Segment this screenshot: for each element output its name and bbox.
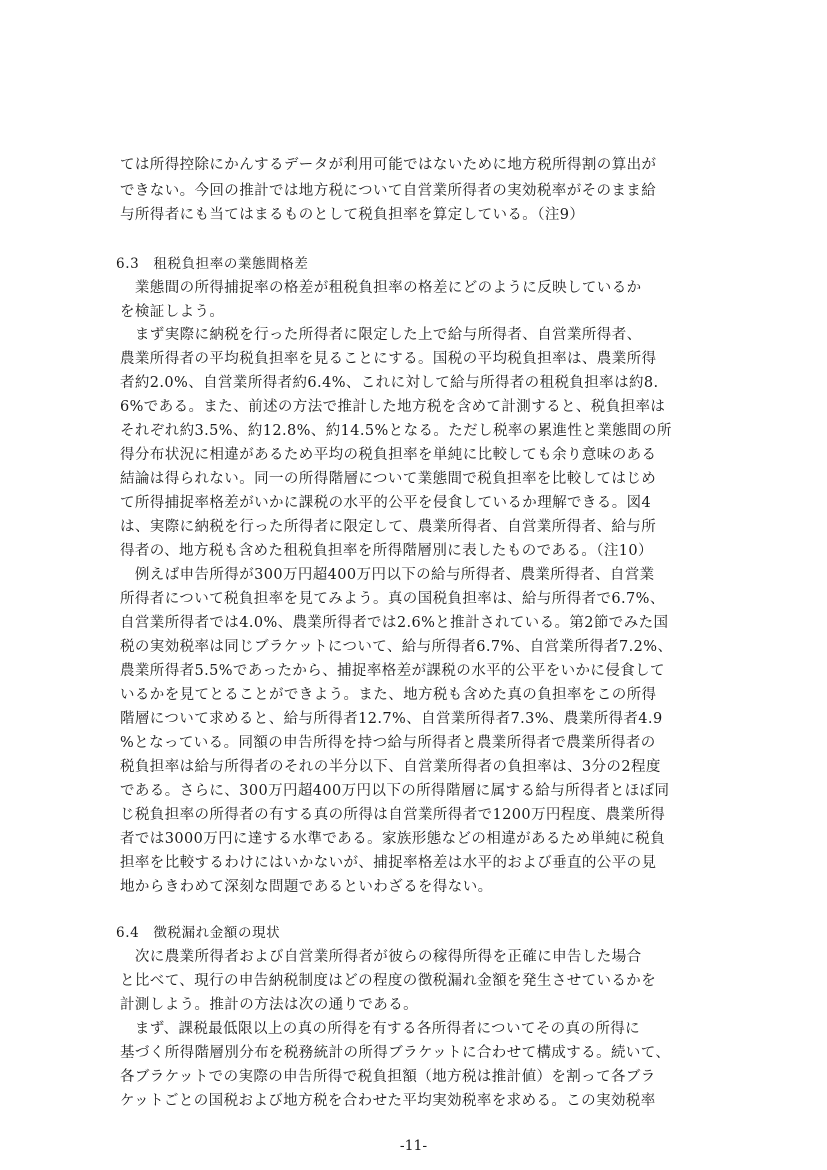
- text-line: て所得捕捉率格差がいかに課税の水平的公平を侵食しているか理解できる。図4: [120, 495, 652, 511]
- text-line: ケットごとの国税および地方税を合わせた平均実効税率を求める。この実効税率: [120, 1093, 656, 1109]
- text-line: %となっている。同額の申告所得を持つ給与所得者と農業所得者で農業所得者の: [120, 735, 656, 751]
- text-line: じ税負担率の所得者の有する真の所得は自営業所得者で1200万円程度、農業所得: [120, 807, 666, 823]
- text-line: と比べて、現行の申告納税制度はどの程度の徴税漏れ金額を発生させているかを: [120, 973, 657, 989]
- text-line: 地からきわめて深刻な問題であるといわざるを得ない。: [120, 879, 493, 895]
- text-line: 得者の、地方税も含めた租税負担率を所得階層別に表したものである。（注10）: [120, 543, 653, 559]
- text-line: 農業所得者の平均税負担率を見ることにする。国税の平均税負担率は、農業所得: [120, 351, 657, 367]
- text-line: は、実際に納税を行った所得者に限定して、農業所得者、自営業所得者、給与所: [120, 519, 657, 535]
- text-line: 基づく所得階層別分布を税務統計の所得ブラケットに合わせて構成する。続いて、: [120, 1045, 671, 1061]
- text-line: 業態間の所得捕捉率の格差が租税負担率の格差にどのように反映しているか: [120, 280, 642, 296]
- text-line: 者約2.0%、自営業所得者約6.4%、これに対して給与所得者の租税負担率は約8.: [120, 375, 659, 391]
- text-line: まず、課税最低限以上の真の所得を有する各所得者についてその真の所得に: [120, 1021, 641, 1037]
- text-line: 農業所得者5.5%であったから、捕捉率格差が課税の水平的公平をいかに侵食して: [120, 663, 665, 679]
- text-line: 者では3000万円に達する水準である。家族形態などの相違があるため単純に税負: [120, 831, 666, 847]
- text-line: ては所得控除にかんするデータが利用可能ではないために地方税所得割の算出が: [120, 157, 657, 173]
- text-line: 所得者について税負担率を見てみよう。真の国税負担率は、給与所得者で6.7%、: [120, 591, 665, 607]
- text-line: 階層について求めると、給与所得者12.7%、自営業所得者7.3%、農業所得者4.9: [120, 711, 663, 727]
- text-line: である。さらに、300万円超400万円以下の所得階層に属する給与所得者とほぼ同: [120, 783, 670, 799]
- text-line: 担率を比較するわけにはいかないが、捕捉率格差は水平的および垂直的公平の見: [120, 855, 657, 871]
- text-line: 自営業所得者では4.0%、農業所得者では2.6%と推計されている。第2節でみた国: [120, 615, 669, 631]
- text-line: 次に農業所得者および自営業所得者が彼らの稼得所得を正確に申告した場合: [120, 949, 642, 965]
- text-line: 税負担率は給与所得者のそれの半分以下、自営業所得者の負担率は、3分の2程度: [120, 759, 661, 775]
- section-heading-6-4: 6.4 徴税漏れ金額の現状: [116, 925, 281, 941]
- section-heading-6-3: 6.3 租税負担率の業態間格差: [116, 256, 309, 272]
- text-line: 6%である。また、前述の方法で推計した地方税を含めて計測すると、税負担率は: [120, 399, 666, 415]
- text-line: 結論は得られない。同一の所得階層について業態間で税負担率を比較してはじめ: [120, 471, 657, 487]
- text-line: 例えば申告所得が300万円超400万円以下の給与所得者、農業所得者、自営業: [120, 567, 655, 583]
- text-line: いるかを見てとることができよう。また、地方税も含めた真の負担率をこの所得: [120, 687, 657, 703]
- text-line: 各ブラケットでの実際の申告所得で税負担額（地方税は推計値）を割って各ブラ: [120, 1069, 656, 1085]
- text-line: 与所得者にも当てはまるものとして税負担率を算定している。（注9）: [120, 207, 585, 223]
- text-line: 税の実効税率は同じブラケットについて、給与所得者6.7%、自営業所得者7.2%、: [120, 639, 673, 655]
- text-line: 計測しよう。推計の方法は次の通りである。: [120, 997, 418, 1013]
- text-line: できない。今回の推計では地方税について自営業所得者の実効税率がそのまま給: [120, 183, 657, 199]
- text-line: それぞれ約3.5%、約12.8%、約14.5%となる。ただし税率の累進性と業態間の所: [120, 423, 672, 439]
- text-line: まず実際に納税を行った所得者に限定した上で給与所得者、自営業所得者、: [120, 327, 642, 343]
- text-line: 得分布状況に相違があるため平均の税負担率を単純に比較しても余り意味のある: [120, 447, 657, 463]
- page-number: -11-: [399, 1138, 428, 1154]
- text-line: を検証しよう。: [120, 304, 225, 320]
